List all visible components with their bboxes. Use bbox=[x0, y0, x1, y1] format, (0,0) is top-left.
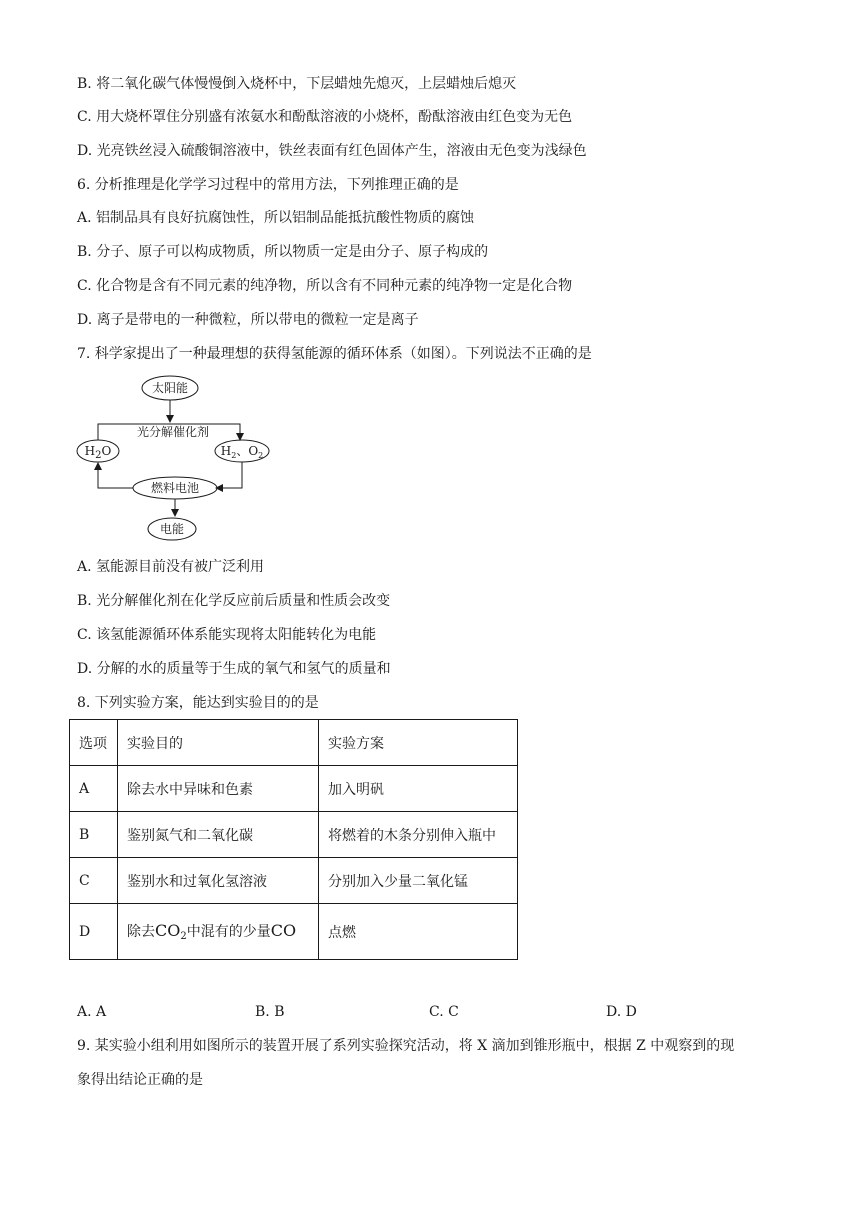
row-option: C bbox=[70, 858, 118, 904]
q9-stem-cont: 象得出结论正确的是 bbox=[77, 1072, 203, 1088]
q6-option-d: D. 离子是带电的一种微粒，所以带电的微粒一定是离子 bbox=[77, 312, 419, 328]
table-row bbox=[70, 812, 518, 858]
header-plan: 实验方案 bbox=[319, 720, 518, 766]
header-goal: 实验目的 bbox=[118, 720, 319, 766]
row-goal: 除去$CO_2$中混有的少量CO bbox=[118, 904, 319, 960]
row-option: B bbox=[70, 812, 118, 858]
q8-option-c: C. C bbox=[429, 1004, 459, 1020]
q7-stem: 7. 科学家提出了一种最理想的获得氢能源的循环体系（如图）。下列说法不正确的是 bbox=[77, 346, 592, 362]
q8-option-b: B. B bbox=[255, 1004, 285, 1020]
q8-stem: 8. 下列实验方案，能达到实验目的的是 bbox=[77, 695, 319, 711]
row-goal: 除去水中异味和色素 bbox=[118, 766, 319, 812]
sun-label: 太阳能 bbox=[151, 381, 189, 395]
q7-option-c: C. 该氢能源循环体系能实现将太阳能转化为电能 bbox=[77, 627, 377, 643]
q6-option-b: B. 分子、原子可以构成物质，所以物质一定是由分子、原子构成的 bbox=[77, 244, 489, 260]
q8-option-a: A. A bbox=[77, 1004, 107, 1020]
header-option: 选项 bbox=[70, 720, 118, 766]
water-label: $H_2O$ bbox=[84, 444, 112, 461]
electric-label: 电能 bbox=[159, 522, 185, 536]
row-plan: 分别加入少量二氧化锰 bbox=[319, 858, 518, 904]
table-row bbox=[70, 766, 518, 812]
gases-label: $H_2$、$O_2$ bbox=[220, 444, 264, 460]
row-plan: 将燃着的木条分别伸入瓶中 bbox=[319, 812, 518, 858]
table-header-row bbox=[70, 720, 518, 766]
row-option: A bbox=[70, 766, 118, 812]
fuel-cell-label: 燃料电池 bbox=[150, 481, 200, 495]
q5-option-b: B. 将二氧化碳气体慢慢倒入烧杯中，下层蜡烛先熄灭，上层蜡烛后熄灭 bbox=[77, 76, 517, 92]
row-plan: 点燃 bbox=[319, 904, 518, 960]
row-goal: 鉴别水和过氧化氢溶液 bbox=[118, 858, 319, 904]
q8-option-d: D. D bbox=[606, 1004, 637, 1020]
q9-stem: 9. 某实验小组利用如图所示的装置开展了系列实验探究活动，将 X 滴加到锥形瓶中，根据 Z 中观察到的现 bbox=[77, 1038, 735, 1054]
q6-stem: 6. 分析推理是化学学习过程中的常用方法，下列推理正确的是 bbox=[77, 177, 459, 193]
hydrogen-cycle-diagram bbox=[70, 370, 290, 548]
row-goal: 鉴别氮气和二氧化碳 bbox=[118, 812, 319, 858]
q6-option-c: C. 化合物是含有不同元素的纯净物，所以含有不同种元素的纯净物一定是化合物 bbox=[77, 278, 573, 294]
catalyst-label: 光分解催化剂 bbox=[136, 425, 210, 439]
table-row bbox=[70, 858, 518, 904]
q7-option-d: D. 分解的水的质量等于生成的氧气和氢气的质量和 bbox=[77, 661, 391, 677]
q5-option-d: D. 光亮铁丝浸入硫酸铜溶液中，铁丝表面有红色固体产生，溶液由无色变为浅绿色 bbox=[77, 143, 587, 159]
q5-option-c: C. 用大烧杯罩住分别盛有浓氨水和酚酞溶液的小烧杯，酚酞溶液由红色变为无色 bbox=[77, 109, 573, 125]
q7-option-b: B. 光分解催化剂在化学反应前后质量和性质会改变 bbox=[77, 593, 391, 609]
row-option: D bbox=[70, 904, 118, 960]
q6-option-a: A. 铝制品具有良好抗腐蚀性，所以铝制品能抵抗酸性物质的腐蚀 bbox=[77, 210, 475, 226]
table-row bbox=[70, 904, 518, 960]
q7-option-a: A. 氢能源目前没有被广泛利用 bbox=[77, 559, 265, 575]
experiment-table bbox=[69, 719, 518, 960]
row-plan: 加入明矾 bbox=[319, 766, 518, 812]
